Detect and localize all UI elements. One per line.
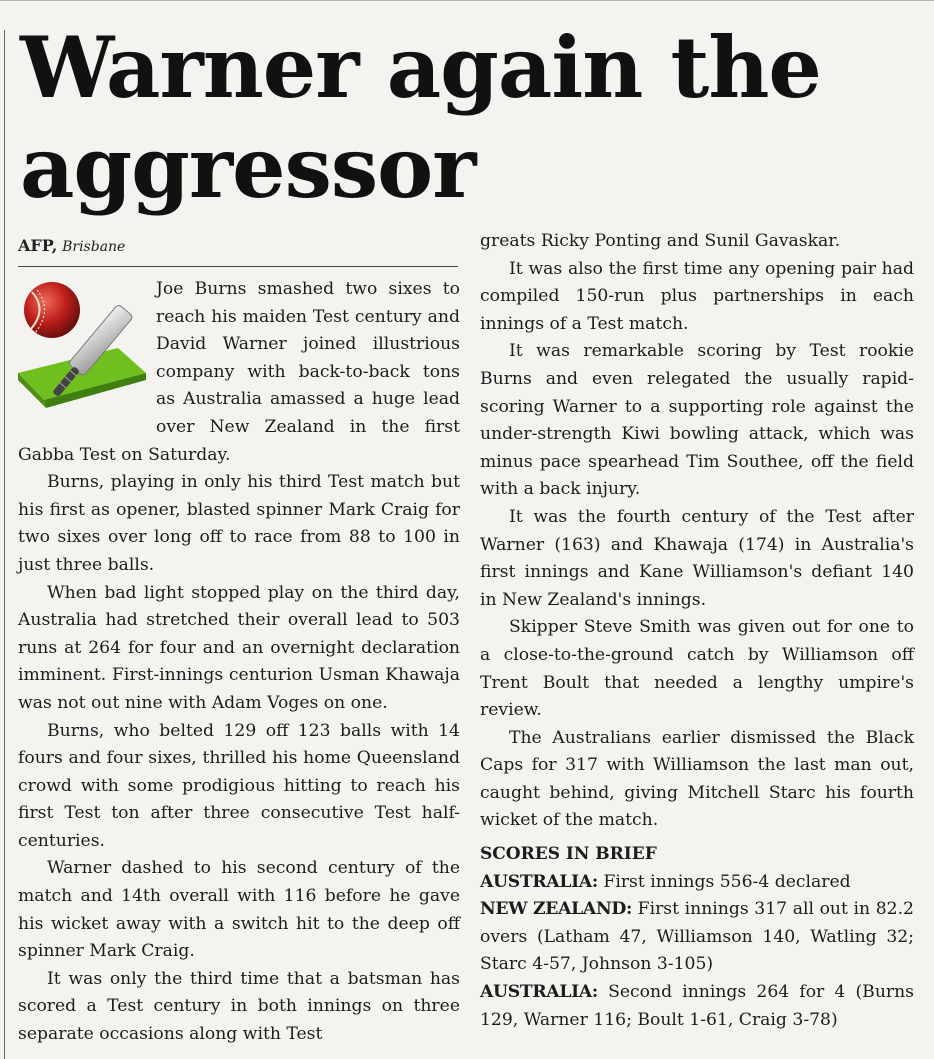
byline-agency: AFP, [18,236,58,255]
score-entry [480,979,914,1034]
page-top-border [0,0,934,1]
score-entry [480,896,914,979]
byline [18,236,125,255]
headline-line-1: Warner again the [20,18,821,117]
paragraph: Warner dashed to his second century of the match and 14th overall with 116 before he gave his wicket away with a switch hit to the deep off spinner Mark Craig. [18,858,460,962]
scores-heading: SCORES IN BRIEF [480,844,657,865]
paragraph: It was the fourth century of the Test after Warner (163) and Khawaja (174) in Australia's first innings and Kane Williamson's defiant 140 in New Zealand's innings. [480,506,914,610]
score-entry [480,869,914,897]
headline [20,18,920,218]
paragraph: It was remarkable scoring by Test rookie Burns and even relegated the usually rapid-scoring Warner to a supporting role against the under-strength Kiwi bowling attack, which was minus pace spearhead Tim Southee, off the field with a back injury. [480,341,914,500]
article-column-right [480,228,914,1034]
paragraph: The Australians earlier dismissed the Black Caps for 317 with Williamson the last man out, caught behind, giving Mitchell Starc his fourth wicket of the match. [480,727,914,831]
score-text: Second innings 264 for 4 (Burns 129, Warner 116; Boult 1-61, Craig 3-78) [480,982,914,1030]
headline-line-2: aggressor [20,118,476,217]
paragraph: Joe Burns smashed two sixes to reach his maiden Test century and David Warner joined illustrious company with back-to-back tons as Australia amassed a huge lead over New Zealand in the first Gabba Test on Saturday. [18,279,460,465]
article-column-left [18,276,460,1049]
byline-place: Brisbane [62,239,126,255]
cricket-ball-bat-icon [18,278,148,416]
paragraph: It was also the first time any opening pair had compiled 150-run plus partnerships in each innings of a Test match. [480,258,914,334]
paragraph: When bad light stopped play on the third day, Australia had stretched their overall lead to 503 runs at 264 for four and an overnight declaration imminent. First-innings centurion Usman Khawaja was not out nine with Adam Voges on one. [18,582,460,713]
paragraph: Burns, who belted 129 off 123 balls with 14 fours and four sixes, thrilled his home Queensland crowd with some prodigious hitting to reach his first Test ton after three consecutive Test half-centuries. [18,720,460,851]
score-text: First innings 556-4 declared [603,871,851,892]
score-text: First innings 317 all out in 82.2 overs (Latham 47, Williamson 140, Watling 32; Starc 4-57, Johnson 3-105) [480,899,914,975]
paragraph: greats Ricky Ponting and Sunil Gavaskar. [480,231,841,251]
score-team: AUSTRALIA: [480,871,598,892]
paragraph: It was only the third time that a batsman has scored a Test century in both innings on three separate occasions along with Test [18,968,460,1045]
column-border [4,30,5,1059]
byline-divider [18,266,458,267]
score-team: AUSTRALIA: [480,982,598,1003]
score-team: NEW ZEALAND: [480,899,633,920]
paragraph: Skipper Steve Smith was given out for one to a close-to-the-ground catch by Williamson off Trent Boult that needed a lengthy umpire's review. [480,617,914,721]
paragraph: Burns, playing in only his third Test match but his first as opener, blasted spinner Mark Craig for two sixes over long off to race from 88 to 100 in just three balls. [18,472,460,575]
